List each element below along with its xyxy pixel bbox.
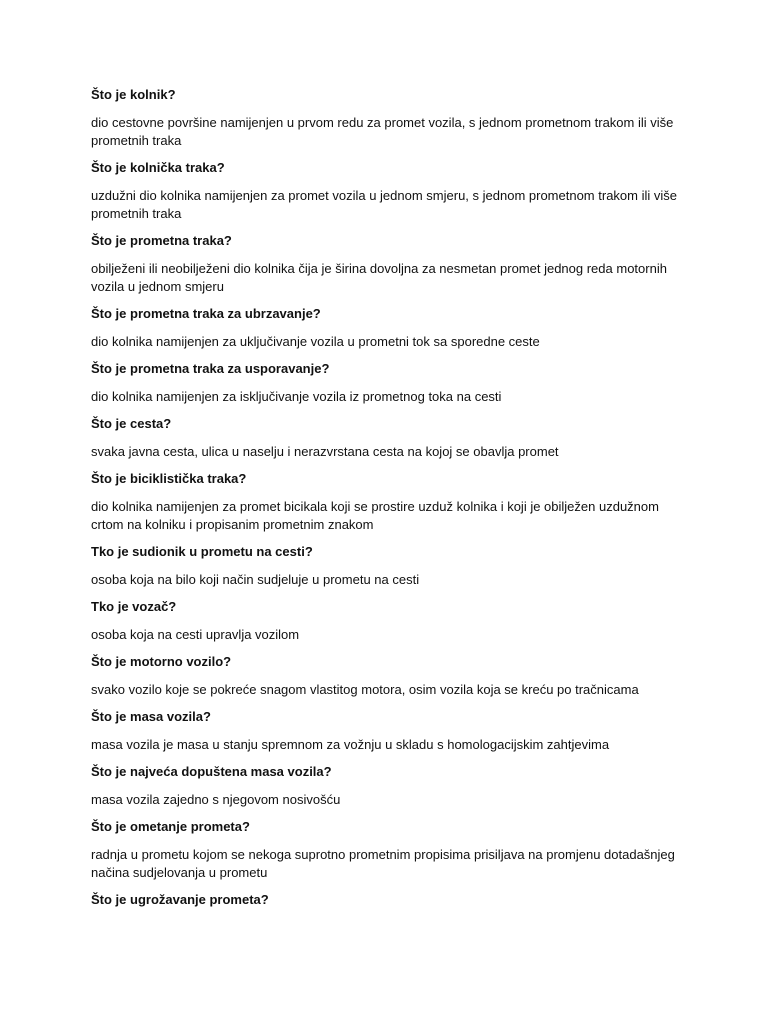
- answer-text: obilježeni ili neobilježeni dio kolnika čija je širina dovoljna za nesmetan promet jednog reda motornih vozila u jednom smjeru: [91, 261, 667, 294]
- qa-block: [91, 543, 691, 589]
- question-heading: Tko je vozač?: [91, 599, 177, 614]
- question-heading: Što je cesta?: [91, 416, 172, 431]
- answer-text: osoba koja na bilo koji način sudjeluje u prometu na cesti: [91, 572, 420, 587]
- answer-text: radnja u prometu kojom se nekoga suprotno prometnim propisima prisiljava na promjenu dotadašnjeg načina sudjelovanja u prometu: [91, 847, 675, 880]
- question-heading: Što je masa vozila?: [91, 709, 211, 724]
- answer-text: dio kolnika namijenjen za promet bicikala koji se prostire uzduž kolnika i koji je obilježen uzdužnom crtom na kolniku i propisanim prometnim znakom: [91, 499, 659, 532]
- answer-text: dio kolnika namijenjen za uključivanje vozila u prometni tok sa sporedne ceste: [91, 334, 540, 349]
- qa-block: [91, 360, 691, 406]
- qa-block: [91, 159, 691, 223]
- qa-block: [91, 598, 691, 644]
- qa-block: [91, 891, 691, 909]
- answer-text: dio cestovne površine namijenjen u prvom redu za promet vozila, s jednom prometnom trakom ili više prometnih traka: [91, 115, 674, 148]
- qa-block: [91, 653, 691, 699]
- qa-block: [91, 763, 691, 809]
- answer-text: uzdužni dio kolnika namijenjen za promet vozila u jednom smjeru, s jednom prometnom trakom ili više prometnih traka: [91, 188, 677, 221]
- answer-text: masa vozila je masa u stanju spremnom za vožnju u skladu s homologacijskim zahtjevima: [91, 737, 610, 752]
- document-page: [91, 86, 691, 919]
- question-heading: Što je najveća dopuštena masa vozila?: [91, 764, 332, 779]
- qa-block: [91, 415, 691, 461]
- question-heading: Što je kolnik?: [91, 87, 176, 102]
- answer-text: svako vozilo koje se pokreće snagom vlastitog motora, osim vozila koja se kreću po tračnicama: [91, 682, 639, 697]
- qa-block: [91, 708, 691, 754]
- question-heading: Tko je sudionik u prometu na cesti?: [91, 544, 313, 559]
- question-heading: Što je motorno vozilo?: [91, 654, 232, 669]
- answer-text: osoba koja na cesti upravlja vozilom: [91, 627, 300, 642]
- question-heading: Što je biciklistička traka?: [91, 471, 247, 486]
- question-heading: Što je ometanje prometa?: [91, 819, 250, 834]
- answer-text: dio kolnika namijenjen za isključivanje vozila iz prometnog toka na cesti: [91, 389, 502, 404]
- question-heading: Što je prometna traka za ubrzavanje?: [91, 306, 321, 321]
- answer-text: svaka javna cesta, ulica u naselju i nerazvrstana cesta na kojoj se obavlja promet: [91, 444, 559, 459]
- qa-block: [91, 470, 691, 534]
- question-heading: Što je kolnička traka?: [91, 160, 225, 175]
- qa-block: [91, 86, 691, 150]
- qa-block: [91, 818, 691, 882]
- question-heading: Što je prometna traka?: [91, 233, 232, 248]
- qa-block: [91, 232, 691, 296]
- question-heading: Što je prometna traka za usporavanje?: [91, 361, 330, 376]
- answer-text: masa vozila zajedno s njegovom nosivošću: [91, 792, 341, 807]
- qa-block: [91, 305, 691, 351]
- question-heading: Što je ugrožavanje prometa?: [91, 892, 269, 907]
